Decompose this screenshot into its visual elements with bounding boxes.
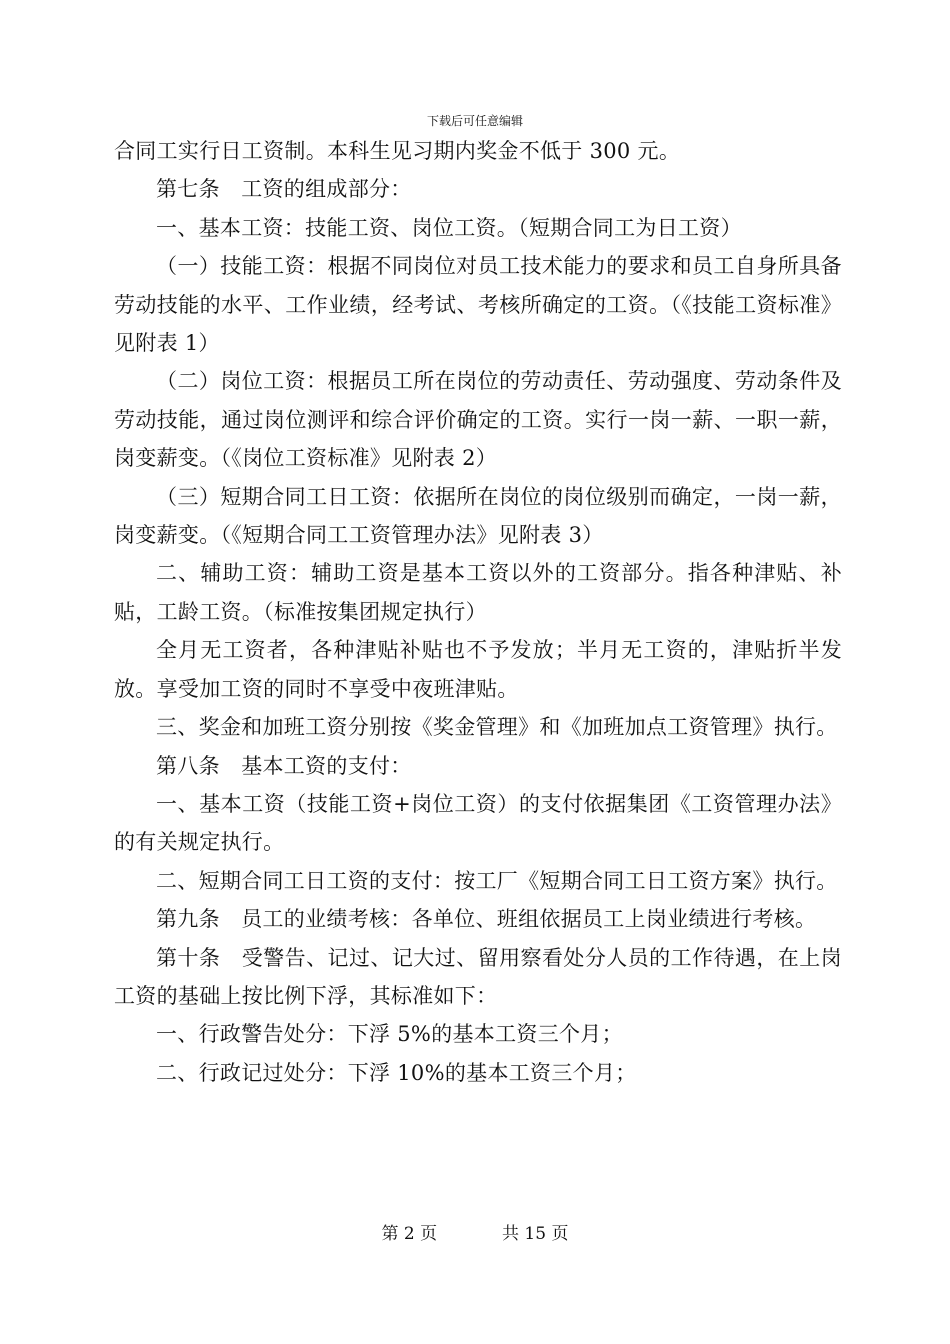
paragraph-basic-wage: 一、基本工资：技能工资、岗位工资。（短期合同工为日工资） xyxy=(156,215,742,240)
paragraph-allowance-rules: 全月无工资者，各种津贴补贴也不予发放；半月无工资的，津贴折半发放。享受加工资的同时不享受中夜班津贴。 xyxy=(114,638,842,701)
paragraph-short-term-payment: 二、短期合同工日工资的支付：按工厂《短期合同工日工资方案》执行。 xyxy=(156,868,838,893)
paragraph-basic-wage-payment: 一、基本工资（技能工资+岗位工资）的支付依据集团《工资管理办法》的有关规定执行。 xyxy=(114,791,842,855)
document-body xyxy=(114,132,842,1092)
paragraph-continuation: 合同工实行日工资制。本科生见习期内奖金不低于 300 元。 xyxy=(114,139,681,163)
page-header-note: 下载后可任意编辑 xyxy=(426,114,523,128)
paragraph-article-9: 第九条 员工的业绩考核：各单位、班组依据员工上岗业绩进行考核。 xyxy=(156,907,817,932)
paragraph-warning-penalty: 一、行政警告处分：下浮 5%的基本工资三个月； xyxy=(156,1022,623,1047)
paragraph-article-7: 第七条 工资的组成部分： xyxy=(156,177,412,202)
paragraph-skill-wage: （一）技能工资：根据不同岗位对员工技术能力的要求和员工自身所具备劳动技能的水平、工作业绩，经考试、考核所确定的工资。（《技能工资标准》见附表 1） xyxy=(114,254,842,356)
paragraph-auxiliary-wage: 二、辅助工资：辅助工资是基本工资以外的工资部分。指各种津贴、补贴，工龄工资。（标准按集团规定执行） xyxy=(114,561,842,624)
paragraph-article-10: 第十条 受警告、记过、记大过、留用察看处分人员的工作待遇，在上岗工资的基础上按比例下浮，其标准如下： xyxy=(114,945,842,1008)
paragraph-demerit-penalty: 二、行政记过处分：下浮 10%的基本工资三个月； xyxy=(156,1060,637,1085)
paragraph-article-8: 第八条 基本工资的支付： xyxy=(156,753,412,778)
paragraph-position-wage: （二）岗位工资：根据员工所在岗位的劳动责任、劳动强度、劳动条件及劳动技能，通过岗位测评和综合评价确定的工资。实行一岗一薪、一职一薪，岗变薪变。（《岗位工资标准》见附表 2） xyxy=(114,369,842,471)
paragraph-bonus-overtime: 三、奖金和加班工资分别按《奖金管理》和《加班加点工资管理》执行。 xyxy=(156,715,838,740)
page-footer: 第 2 页 共 15 页 xyxy=(381,1224,569,1244)
paragraph-short-term-daily-wage: （三）短期合同工日工资：依据所在岗位的岗位级别而确定，一岗一薪，岗变薪变。（《短期合同工工资管理办法》见附表 3） xyxy=(114,484,842,548)
